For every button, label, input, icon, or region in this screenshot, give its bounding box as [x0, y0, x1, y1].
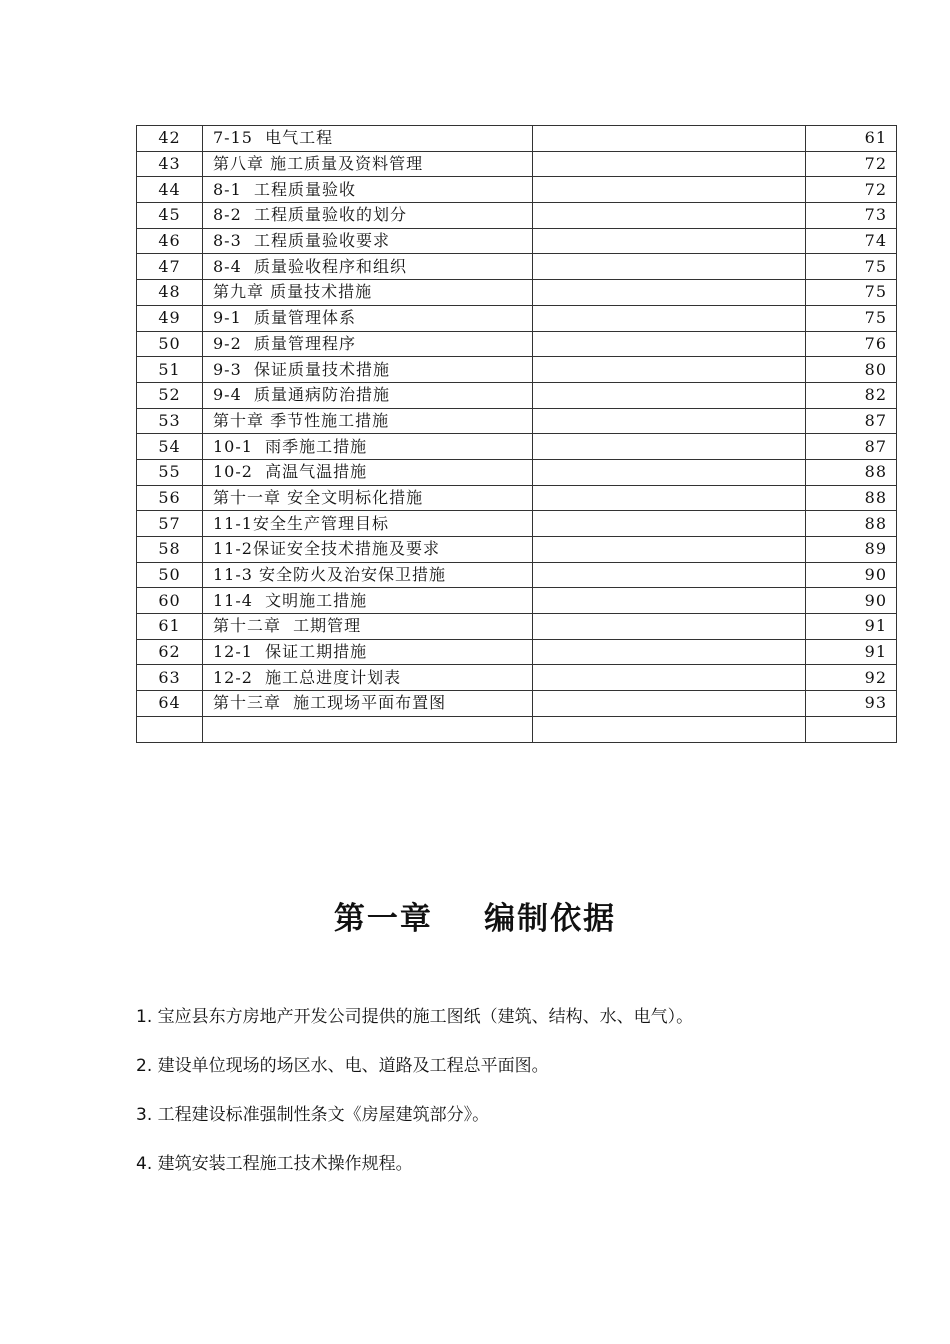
row-blank	[533, 254, 806, 280]
row-title: 12-2 施工总进度计划表	[203, 665, 533, 691]
row-blank	[533, 331, 806, 357]
table-row	[137, 562, 897, 588]
row-blank	[533, 408, 806, 434]
row-title: 8-2 工程质量验收的划分	[203, 203, 533, 229]
table-row	[137, 280, 897, 306]
row-blank	[533, 382, 806, 408]
row-page: 87	[806, 408, 897, 434]
row-page	[806, 716, 897, 742]
table-row	[137, 203, 897, 229]
row-page: 88	[806, 459, 897, 485]
table-row	[137, 331, 897, 357]
row-number: 48	[137, 280, 203, 306]
table-row	[137, 126, 897, 152]
row-title: 8-3 工程质量验收要求	[203, 228, 533, 254]
row-title: 第十章 季节性施工措施	[203, 408, 533, 434]
row-number: 53	[137, 408, 203, 434]
table-row	[137, 408, 897, 434]
table-row	[137, 691, 897, 717]
row-number: 52	[137, 382, 203, 408]
row-blank	[533, 665, 806, 691]
row-blank	[533, 280, 806, 306]
basis-item: 1. 宝应县东方房地产开发公司提供的施工图纸（建筑、结构、水、电气）。	[136, 1007, 694, 1027]
row-title: 11-2保证安全技术措施及要求	[203, 537, 533, 563]
row-blank	[533, 357, 806, 383]
row-page: 75	[806, 280, 897, 306]
row-blank	[533, 588, 806, 614]
row-page: 87	[806, 434, 897, 460]
table-row	[137, 588, 897, 614]
table-row	[137, 485, 897, 511]
row-title: 第十三章 施工现场平面布置图	[203, 691, 533, 717]
row-number: 51	[137, 357, 203, 383]
row-title: 7-15 电气工程	[203, 126, 533, 152]
basis-item: 2. 建设单位现场的场区水、电、道路及工程总平面图。	[136, 1056, 549, 1076]
table-row	[137, 511, 897, 537]
row-number: 58	[137, 537, 203, 563]
table-row	[137, 614, 897, 640]
row-page: 75	[806, 305, 897, 331]
row-number: 64	[137, 691, 203, 717]
row-number: 55	[137, 459, 203, 485]
toc-table	[136, 125, 897, 743]
row-blank	[533, 434, 806, 460]
row-number: 49	[137, 305, 203, 331]
row-page: 90	[806, 562, 897, 588]
table-row	[137, 254, 897, 280]
row-title: 11-4 文明施工措施	[203, 588, 533, 614]
row-title: 12-1 保证工期措施	[203, 639, 533, 665]
table-row	[137, 382, 897, 408]
row-number: 57	[137, 511, 203, 537]
row-page: 92	[806, 665, 897, 691]
row-number: 47	[137, 254, 203, 280]
table-row	[137, 177, 897, 203]
row-title	[203, 716, 533, 742]
row-page: 91	[806, 614, 897, 640]
row-number: 62	[137, 639, 203, 665]
basis-item: 3. 工程建设标准强制性条文《房屋建筑部分》。	[136, 1105, 490, 1125]
row-title: 11-3 安全防火及治安保卫措施	[203, 562, 533, 588]
row-blank	[533, 691, 806, 717]
table-row	[137, 357, 897, 383]
table-row	[137, 665, 897, 691]
row-blank	[533, 305, 806, 331]
row-page: 88	[806, 485, 897, 511]
table-row	[137, 639, 897, 665]
basis-list	[136, 1001, 916, 1197]
row-page: 72	[806, 177, 897, 203]
row-title: 9-2 质量管理程序	[203, 331, 533, 357]
row-blank	[533, 716, 806, 742]
row-number: 61	[137, 614, 203, 640]
row-blank	[533, 614, 806, 640]
row-page: 75	[806, 254, 897, 280]
row-blank	[533, 177, 806, 203]
row-page: 91	[806, 639, 897, 665]
table-row	[137, 459, 897, 485]
table-row	[137, 305, 897, 331]
row-blank	[533, 203, 806, 229]
row-blank	[533, 639, 806, 665]
table-row	[137, 151, 897, 177]
row-title: 10-2 高温气温措施	[203, 459, 533, 485]
row-title: 第十二章 工期管理	[203, 614, 533, 640]
row-blank	[533, 459, 806, 485]
table-row	[137, 228, 897, 254]
row-number: 43	[137, 151, 203, 177]
row-title: 8-1 工程质量验收	[203, 177, 533, 203]
row-title: 9-1 质量管理体系	[203, 305, 533, 331]
row-number: 50	[137, 331, 203, 357]
table-row	[137, 537, 897, 563]
row-title: 8-4 质量验收程序和组织	[203, 254, 533, 280]
row-page: 89	[806, 537, 897, 563]
row-blank	[533, 511, 806, 537]
table-row	[137, 716, 897, 742]
row-page: 93	[806, 691, 897, 717]
row-number: 46	[137, 228, 203, 254]
row-number: 42	[137, 126, 203, 152]
row-number: 56	[137, 485, 203, 511]
row-number: 44	[137, 177, 203, 203]
row-title: 10-1 雨季施工措施	[203, 434, 533, 460]
row-blank	[533, 485, 806, 511]
row-blank	[533, 151, 806, 177]
row-page: 73	[806, 203, 897, 229]
row-number: 45	[137, 203, 203, 229]
chapter-heading: 第一章 编制依据	[333, 901, 617, 937]
row-page: 90	[806, 588, 897, 614]
toc-body	[137, 126, 897, 743]
row-number: 54	[137, 434, 203, 460]
row-blank	[533, 228, 806, 254]
row-number: 50	[137, 562, 203, 588]
row-title: 第八章 施工质量及资料管理	[203, 151, 533, 177]
basis-item: 4. 建筑安装工程施工技术操作规程。	[136, 1154, 413, 1174]
row-title: 11-1安全生产管理目标	[203, 511, 533, 537]
row-page: 88	[806, 511, 897, 537]
table-row	[137, 434, 897, 460]
row-page: 72	[806, 151, 897, 177]
row-title: 第十一章 安全文明标化措施	[203, 485, 533, 511]
row-blank	[533, 562, 806, 588]
row-title: 第九章 质量技术措施	[203, 280, 533, 306]
row-number	[137, 716, 203, 742]
row-page: 74	[806, 228, 897, 254]
row-page: 80	[806, 357, 897, 383]
row-blank	[533, 126, 806, 152]
row-title: 9-4 质量通病防治措施	[203, 382, 533, 408]
row-number: 63	[137, 665, 203, 691]
row-number: 60	[137, 588, 203, 614]
row-page: 82	[806, 382, 897, 408]
row-page: 61	[806, 126, 897, 152]
row-title: 9-3 保证质量技术措施	[203, 357, 533, 383]
row-page: 76	[806, 331, 897, 357]
row-blank	[533, 537, 806, 563]
